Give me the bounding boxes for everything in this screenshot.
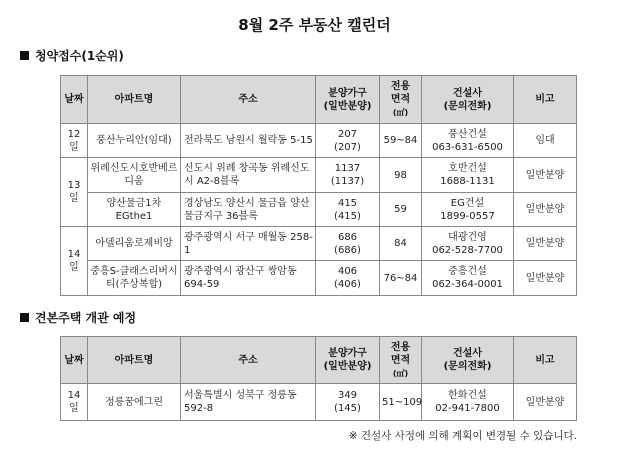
table-row bbox=[61, 124, 577, 158]
units-cell: 349 (145) bbox=[316, 384, 380, 421]
subscription-table bbox=[60, 75, 577, 296]
model-house-table bbox=[60, 336, 577, 421]
units-cell: 207 (207) bbox=[316, 124, 380, 158]
header-area: 전용 면적 (㎡) bbox=[380, 76, 422, 124]
header-units: 분양가구 (일반분양) bbox=[316, 76, 380, 124]
header-builder: 건설사 (문의전화) bbox=[422, 76, 514, 124]
area-cell: 59 bbox=[380, 193, 422, 227]
apartment-cell: 양산물금1차 EGthe1 bbox=[88, 193, 181, 227]
table-header-row bbox=[61, 337, 577, 384]
units-cell: 1137 (1137) bbox=[316, 158, 380, 193]
note-cell: 일반분양 bbox=[514, 193, 577, 227]
header-date: 날짜 bbox=[61, 76, 88, 124]
bullet-square-icon bbox=[20, 313, 29, 322]
header-builder: 건설사 (문의전화) bbox=[422, 337, 514, 384]
units-cell: 686 (686) bbox=[316, 227, 380, 261]
header-address: 주소 bbox=[181, 76, 316, 124]
date-cell: 14일 bbox=[61, 384, 88, 421]
header-apartment: 아파트명 bbox=[88, 76, 181, 124]
area-cell: 59~84 bbox=[380, 124, 422, 158]
footnote: ※ 건설사 사정에 의해 계획이 변경될 수 있습니다. bbox=[348, 430, 577, 442]
section-heading-model-house bbox=[20, 309, 136, 326]
address-cell: 신도시 위례 창곡동 위례신도시 A2-8블록 bbox=[181, 158, 316, 193]
units-cell: 415 (415) bbox=[316, 193, 380, 227]
apartment-cell: 풍산누리안(임대) bbox=[88, 124, 181, 158]
table-row bbox=[61, 158, 577, 193]
builder-cell: EG건설 1899-0557 bbox=[422, 193, 514, 227]
apartment-cell: 중흥S-클래스리버시티(주상복합) bbox=[88, 261, 181, 296]
note-cell: 일반분양 bbox=[514, 384, 577, 421]
table-row bbox=[61, 193, 577, 227]
builder-cell: 중흥건설 062-364-0001 bbox=[422, 261, 514, 296]
apartment-cell: 위례신도시호반베르디움 bbox=[88, 158, 181, 193]
header-note: 비고 bbox=[514, 337, 577, 384]
section-heading-label: 견본주택 개관 예정 bbox=[35, 311, 137, 325]
area-cell: 84 bbox=[380, 227, 422, 261]
address-cell: 전라북도 남원시 월락동 5-15 bbox=[181, 124, 316, 158]
table-row bbox=[61, 261, 577, 296]
header-area: 전용 면적 (㎡) bbox=[380, 337, 422, 384]
header-note: 비고 bbox=[514, 76, 577, 124]
address-cell: 광주광역시 서구 매월동 258-1 bbox=[181, 227, 316, 261]
address-cell: 광주광역시 광산구 쌍암동 694-59 bbox=[181, 261, 316, 296]
address-cell: 서울특별시 성북구 정릉동 592-8 bbox=[181, 384, 316, 421]
header-apartment: 아파트명 bbox=[88, 337, 181, 384]
section-heading-subscription bbox=[20, 47, 124, 64]
apartment-cell: 아델리움로제비앙 bbox=[88, 227, 181, 261]
area-cell: 76~84 bbox=[380, 261, 422, 296]
section-heading-label: 청약접수(1순위) bbox=[35, 49, 124, 63]
area-cell: 98 bbox=[380, 158, 422, 193]
note-cell: 일반분양 bbox=[514, 158, 577, 193]
table-header-row bbox=[61, 76, 577, 124]
address-cell: 경상남도 양산시 물금읍 양산물금지구 36블록 bbox=[181, 193, 316, 227]
header-date: 날짜 bbox=[61, 337, 88, 384]
date-cell: 14일 bbox=[61, 227, 88, 296]
table-row bbox=[61, 227, 577, 261]
builder-cell: 대광건영 062-528-7700 bbox=[422, 227, 514, 261]
bullet-square-icon bbox=[20, 51, 29, 60]
page-title: 8월 2주 부동산 캘린더 bbox=[238, 16, 391, 34]
builder-cell: 풍산건설 063-631-6500 bbox=[422, 124, 514, 158]
apartment-cell: 정릉꿈에그린 bbox=[88, 384, 181, 421]
units-cell: 406 (406) bbox=[316, 261, 380, 296]
date-cell: 13일 bbox=[61, 158, 88, 227]
note-cell: 일반분양 bbox=[514, 227, 577, 261]
header-address: 주소 bbox=[181, 337, 316, 384]
date-cell: 12일 bbox=[61, 124, 88, 158]
area-cell: 51~109 bbox=[380, 384, 422, 421]
builder-cell: 한화건설 02-941-7800 bbox=[422, 384, 514, 421]
note-cell: 임대 bbox=[514, 124, 577, 158]
note-cell: 일반분양 bbox=[514, 261, 577, 296]
table-row bbox=[61, 384, 577, 421]
header-units: 분양가구 (일반분양) bbox=[316, 337, 380, 384]
builder-cell: 호반건설 1688-1131 bbox=[422, 158, 514, 193]
